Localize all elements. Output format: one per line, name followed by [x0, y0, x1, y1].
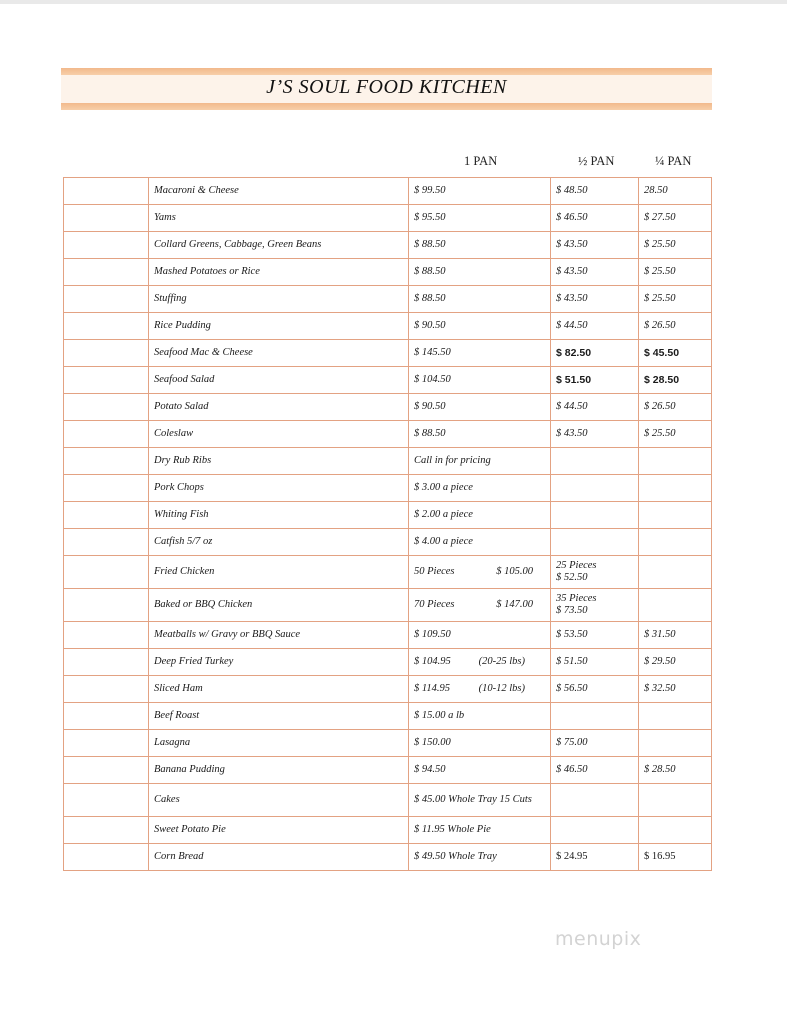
- item-name: Stuffing: [149, 286, 409, 313]
- table-row: [64, 556, 712, 589]
- blank-cell: [64, 757, 149, 784]
- price-full-pan: $ 49.50 Whole Tray: [409, 844, 551, 871]
- price-quarter-pan: $ 27.50: [639, 205, 712, 232]
- price-half-pan: $ 24.95: [551, 844, 639, 871]
- restaurant-title: J’S SOUL FOOD KITCHEN: [266, 76, 507, 98]
- price-quarter-pan: $ 26.50: [639, 313, 712, 340]
- price-half-pan: [551, 556, 639, 589]
- item-name: Pork Chops: [149, 475, 409, 502]
- blank-cell: [64, 178, 149, 205]
- piece-price: $ 147.00: [496, 599, 533, 610]
- price-quarter-pan: [639, 817, 712, 844]
- item-name: Seafood Mac & Cheese: [149, 340, 409, 367]
- blank-cell: [64, 784, 149, 817]
- blank-cell: [64, 817, 149, 844]
- piece-count: 25 Pieces: [556, 560, 597, 571]
- item-name: Collard Greens, Cabbage, Green Beans: [149, 232, 409, 259]
- price-full-pan: $ 4.00 a piece: [409, 529, 551, 556]
- price-quarter-pan: [639, 589, 712, 622]
- price-quarter-pan: $ 16.95: [639, 844, 712, 871]
- item-name: Coleslaw: [149, 421, 409, 448]
- item-name: Macaroni & Cheese: [149, 178, 409, 205]
- blank-cell: [64, 502, 149, 529]
- blank-cell: [64, 313, 149, 340]
- price-half-pan: [551, 589, 639, 622]
- table-row: [64, 286, 712, 313]
- item-name: Sliced Ham: [149, 676, 409, 703]
- price-quarter-pan: $ 25.50: [639, 286, 712, 313]
- piece-price: $ 73.50: [556, 605, 588, 616]
- price-full-pan: $ 150.00: [409, 730, 551, 757]
- item-name: Rice Pudding: [149, 313, 409, 340]
- price-quarter-pan: $ 25.50: [639, 421, 712, 448]
- price-full-pan: $ 45.00 Whole Tray 15 Cuts: [409, 784, 551, 817]
- table-row: [64, 703, 712, 730]
- blank-cell: [64, 421, 149, 448]
- price-full-pan: [409, 556, 551, 589]
- price-half-pan: $ 48.50: [551, 178, 639, 205]
- item-name: Seafood Salad: [149, 367, 409, 394]
- price-full-pan: [409, 649, 551, 676]
- blank-cell: [64, 529, 149, 556]
- table-row: [64, 622, 712, 649]
- price-half-pan: $ 51.50: [551, 649, 639, 676]
- blank-cell: [64, 844, 149, 871]
- price-quarter-pan: 28.50: [639, 178, 712, 205]
- price-full-pan: $ 2.00 a piece: [409, 502, 551, 529]
- price-full-pan: $ 104.50: [409, 367, 551, 394]
- price-value: $ 104.95: [414, 656, 451, 667]
- table-row: [64, 475, 712, 502]
- page-top-edge: [0, 0, 787, 4]
- price-full-pan: [409, 676, 551, 703]
- price-half-pan: [551, 475, 639, 502]
- blank-cell: [64, 622, 149, 649]
- item-name: Meatballs w/ Gravy or BBQ Sauce: [149, 622, 409, 649]
- price-half-pan: $ 56.50: [551, 676, 639, 703]
- price-full-pan: $ 95.50: [409, 205, 551, 232]
- table-row: [64, 394, 712, 421]
- price-quarter-pan: $ 28.50: [639, 757, 712, 784]
- blank-cell: [64, 475, 149, 502]
- price-full-pan: $ 90.50: [409, 394, 551, 421]
- price-half-pan: $ 46.50: [551, 757, 639, 784]
- table-row: [64, 730, 712, 757]
- item-name: Catfish 5/7 oz: [149, 529, 409, 556]
- item-name: Sweet Potato Pie: [149, 817, 409, 844]
- price-full-pan: $ 109.50: [409, 622, 551, 649]
- price-quarter-pan: [639, 475, 712, 502]
- price-quarter-pan: [639, 556, 712, 589]
- price-full-pan: $ 88.50: [409, 286, 551, 313]
- blank-cell: [64, 205, 149, 232]
- item-name: Deep Fried Turkey: [149, 649, 409, 676]
- item-name: Corn Bread: [149, 844, 409, 871]
- table-row: [64, 502, 712, 529]
- table-row: [64, 421, 712, 448]
- price-quarter-pan: $ 26.50: [639, 394, 712, 421]
- item-name: Dry Rub Ribs: [149, 448, 409, 475]
- price-half-pan: [551, 817, 639, 844]
- price-quarter-pan: [639, 703, 712, 730]
- item-name: Fried Chicken: [149, 556, 409, 589]
- item-name: Beef Roast: [149, 703, 409, 730]
- blank-cell: [64, 232, 149, 259]
- blank-cell: [64, 394, 149, 421]
- piece-count: 70 Pieces: [414, 599, 455, 610]
- price-full-pan: $ 15.00 a lb: [409, 703, 551, 730]
- blank-cell: [64, 649, 149, 676]
- price-half-pan: [551, 529, 639, 556]
- price-quarter-pan: [639, 730, 712, 757]
- item-name: Banana Pudding: [149, 757, 409, 784]
- price-half-pan: $ 43.50: [551, 421, 639, 448]
- item-name: Baked or BBQ Chicken: [149, 589, 409, 622]
- table-row: [64, 367, 712, 394]
- column-header-full-pan: 1 PAN: [464, 154, 498, 168]
- table-row: [64, 817, 712, 844]
- item-name: Lasagna: [149, 730, 409, 757]
- price-half-pan: $ 43.50: [551, 232, 639, 259]
- piece-count: 50 Pieces: [414, 566, 455, 577]
- price-quarter-pan: $ 31.50: [639, 622, 712, 649]
- table-row: [64, 649, 712, 676]
- table-row: [64, 340, 712, 367]
- table-row: [64, 205, 712, 232]
- weight-range: (10-12 lbs): [478, 683, 525, 694]
- price-half-pan: [551, 703, 639, 730]
- price-quarter-pan: $ 25.50: [639, 232, 712, 259]
- price-quarter-pan: $ 25.50: [639, 259, 712, 286]
- price-full-pan: $ 88.50: [409, 421, 551, 448]
- banner-stripe-top: [61, 68, 712, 75]
- price-quarter-pan: $ 29.50: [639, 649, 712, 676]
- price-quarter-pan: [639, 502, 712, 529]
- table-row: [64, 589, 712, 622]
- blank-cell: [64, 340, 149, 367]
- banner-stripe-bottom: [61, 103, 712, 110]
- column-header-half-pan: ½ PAN: [578, 154, 615, 168]
- blank-cell: [64, 259, 149, 286]
- blank-cell: [64, 589, 149, 622]
- table-row: [64, 844, 712, 871]
- item-name: Potato Salad: [149, 394, 409, 421]
- price-full-pan: $ 3.00 a piece: [409, 475, 551, 502]
- price-full-pan: $ 94.50: [409, 757, 551, 784]
- price-half-pan: $ 75.00: [551, 730, 639, 757]
- price-half-pan: [551, 448, 639, 475]
- table-row: [64, 784, 712, 817]
- price-full-pan: $ 11.95 Whole Pie: [409, 817, 551, 844]
- price-half-pan: [551, 784, 639, 817]
- price-quarter-pan: [639, 448, 712, 475]
- column-header-quarter-pan: ¼ PAN: [655, 154, 692, 168]
- price-half-pan: $ 46.50: [551, 205, 639, 232]
- price-full-pan: Call in for pricing: [409, 448, 551, 475]
- price-half-pan: $ 43.50: [551, 259, 639, 286]
- price-quarter-pan: $ 45.50: [639, 340, 712, 367]
- table-row: [64, 178, 712, 205]
- blank-cell: [64, 286, 149, 313]
- price-half-pan: [551, 502, 639, 529]
- price-full-pan: [409, 589, 551, 622]
- item-name: Mashed Potatoes or Rice: [149, 259, 409, 286]
- item-name: Yams: [149, 205, 409, 232]
- price-half-pan: $ 43.50: [551, 286, 639, 313]
- weight-range: (20-25 lbs): [478, 656, 525, 667]
- blank-cell: [64, 448, 149, 475]
- table-row: [64, 676, 712, 703]
- table-row: [64, 313, 712, 340]
- piece-price: $ 105.00: [496, 566, 533, 577]
- blank-cell: [64, 367, 149, 394]
- price-quarter-pan: [639, 784, 712, 817]
- price-half-pan: $ 44.50: [551, 313, 639, 340]
- table-row: [64, 232, 712, 259]
- title-banner: [61, 68, 712, 110]
- table-row: [64, 757, 712, 784]
- price-table: [63, 177, 712, 871]
- piece-price: $ 52.50: [556, 572, 588, 583]
- blank-cell: [64, 730, 149, 757]
- price-half-pan: $ 53.50: [551, 622, 639, 649]
- price-full-pan: $ 88.50: [409, 259, 551, 286]
- item-name: Cakes: [149, 784, 409, 817]
- table-row: [64, 259, 712, 286]
- price-full-pan: $ 145.50: [409, 340, 551, 367]
- table-row: [64, 529, 712, 556]
- price-half-pan: $ 51.50: [551, 367, 639, 394]
- price-full-pan: $ 90.50: [409, 313, 551, 340]
- piece-count: 35 Pieces: [556, 593, 597, 604]
- price-full-pan: $ 99.50: [409, 178, 551, 205]
- price-quarter-pan: $ 28.50: [639, 367, 712, 394]
- blank-cell: [64, 556, 149, 589]
- price-full-pan: $ 88.50: [409, 232, 551, 259]
- price-value: $ 114.95: [414, 683, 450, 694]
- price-quarter-pan: $ 32.50: [639, 676, 712, 703]
- blank-cell: [64, 676, 149, 703]
- blank-cell: [64, 703, 149, 730]
- price-half-pan: $ 44.50: [551, 394, 639, 421]
- menupix-watermark: menupix: [555, 928, 642, 950]
- table-row: [64, 448, 712, 475]
- price-quarter-pan: [639, 529, 712, 556]
- price-half-pan: $ 82.50: [551, 340, 639, 367]
- item-name: Whiting Fish: [149, 502, 409, 529]
